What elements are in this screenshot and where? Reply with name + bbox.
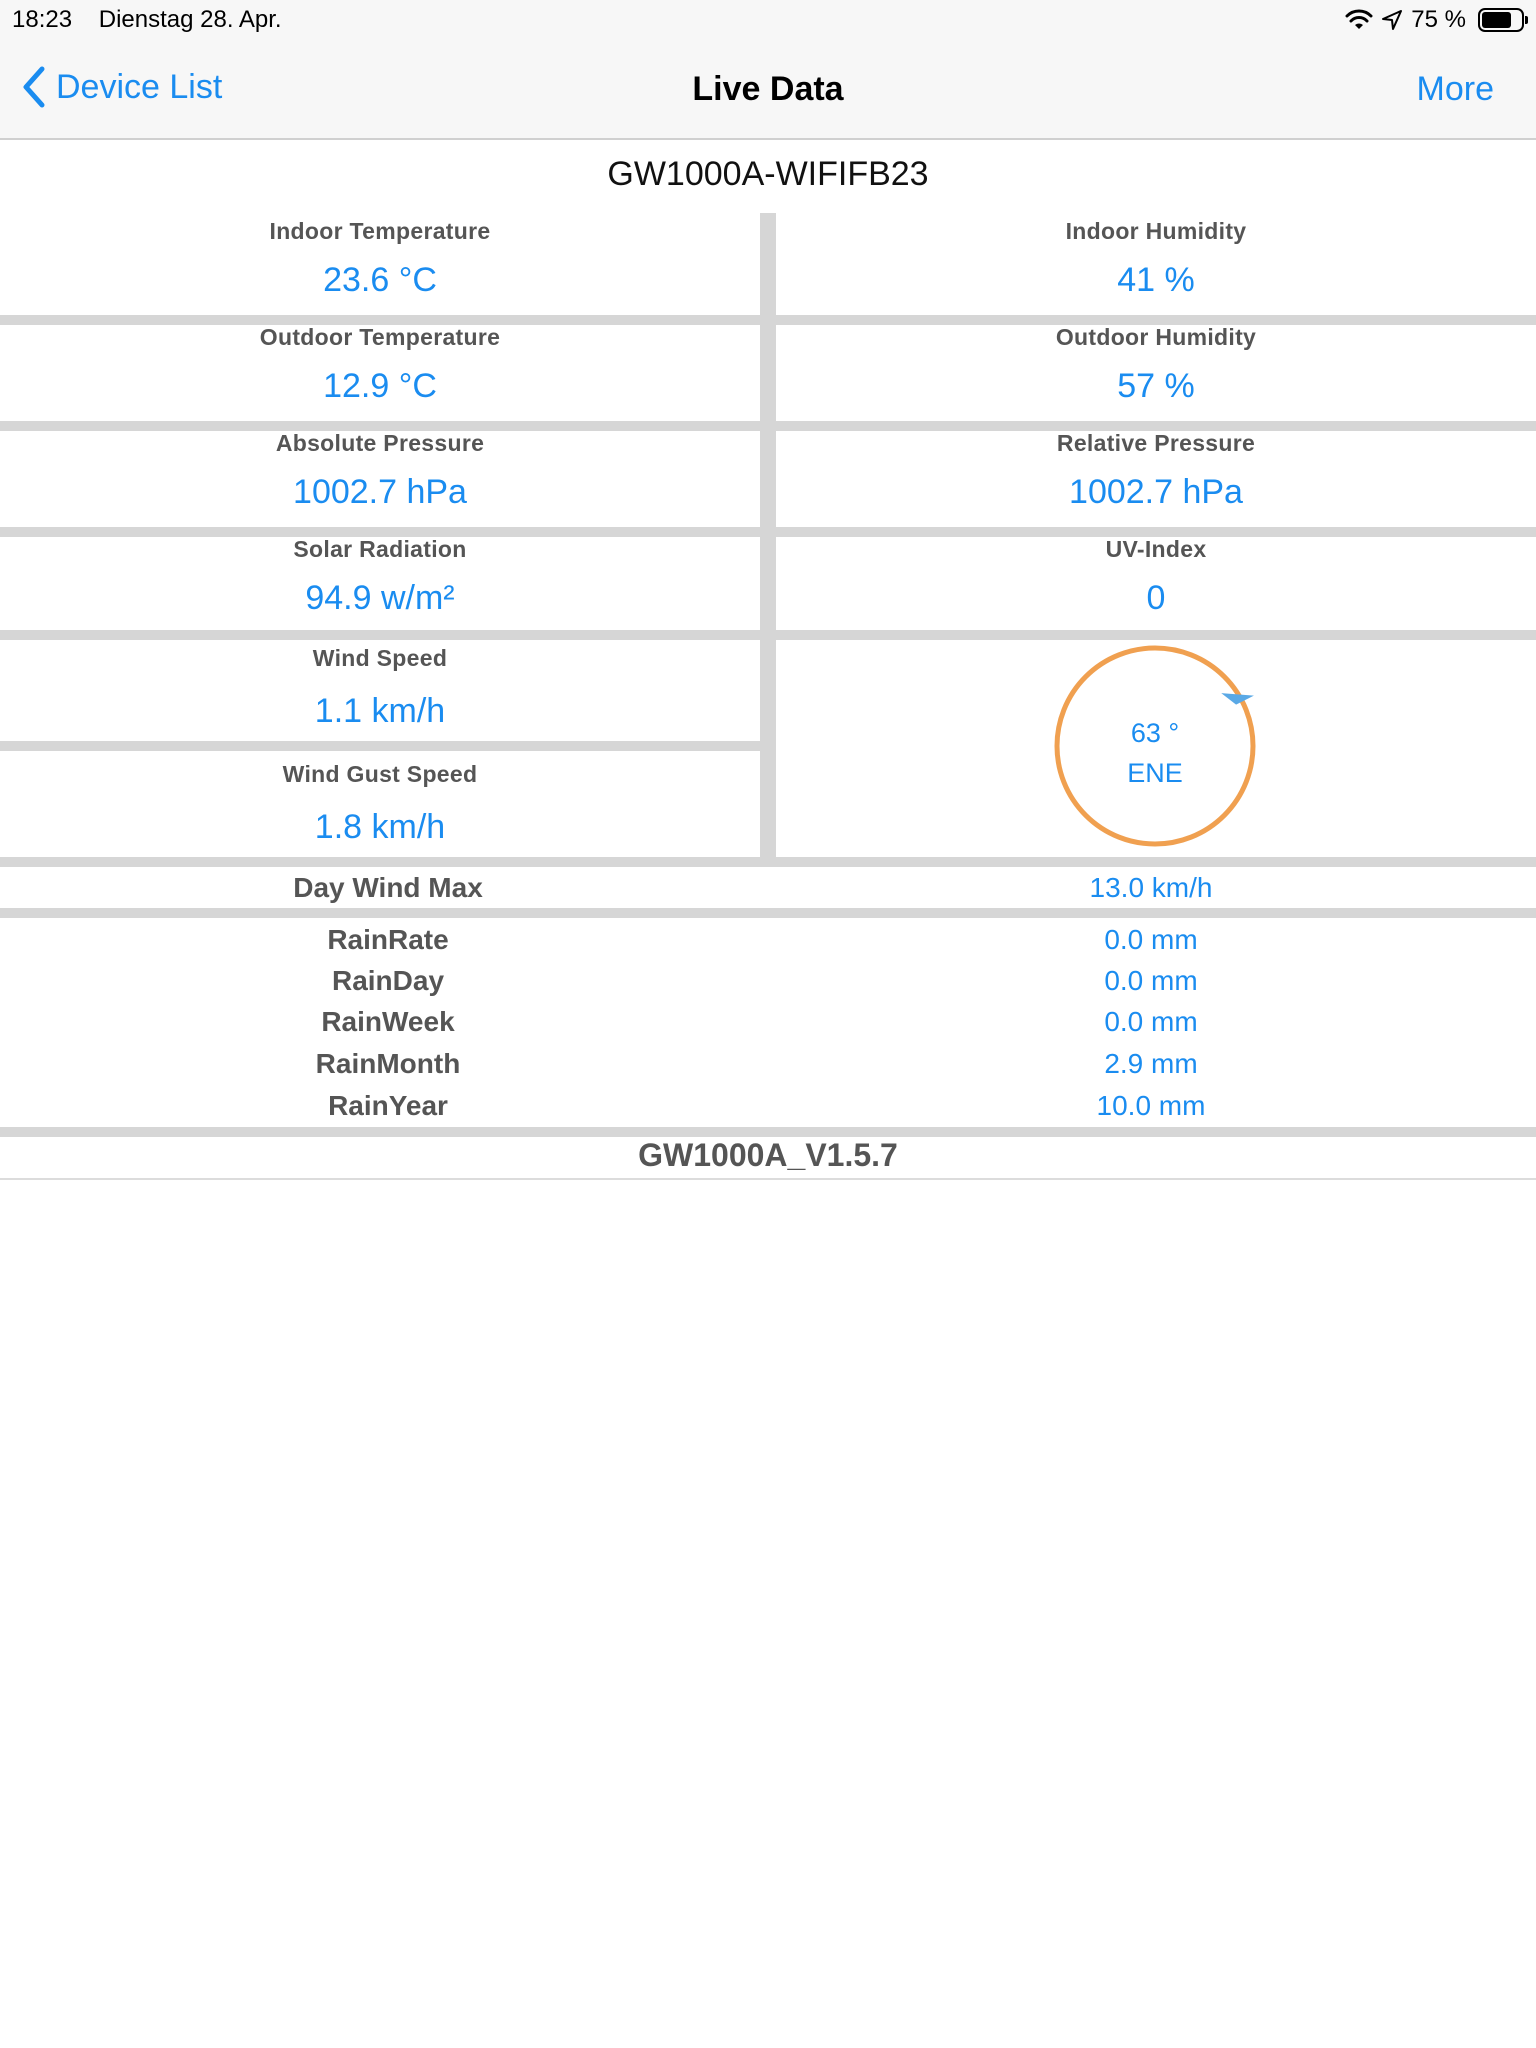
divider-bottom [0, 1178, 1536, 1180]
absolute-pressure-label: Absolute Pressure [275, 430, 485, 456]
rain-day-label: RainDay [331, 965, 445, 996]
indoor-humidity-value: 41 % [1117, 261, 1195, 299]
uv-index-label: UV-Index [1105, 536, 1207, 562]
outdoor-humidity-label: Outdoor Humidity [1055, 324, 1257, 350]
wind-direction-cardinal: ENE [1127, 758, 1183, 788]
battery-percent: 75 % [1411, 6, 1466, 33]
status-right [1345, 6, 1524, 34]
wind-speed-cell [0, 645, 760, 731]
divider-horizontal [0, 857, 1536, 867]
absolute-pressure-cell [0, 430, 760, 512]
divider-vertical [760, 537, 776, 630]
indoor-humidity-label: Indoor Humidity [1065, 218, 1247, 244]
device-name: GW1000A-WIFIFB23 [607, 155, 929, 193]
wind-gust-label: Wind Gust Speed [282, 761, 478, 787]
divider-horizontal [0, 908, 1536, 918]
rain-day-value: 0.0 mm [1104, 965, 1198, 996]
rain-rate-value: 0.0 mm [1104, 924, 1198, 955]
outdoor-humidity-value: 57 % [1117, 367, 1195, 405]
divider-horizontal [0, 741, 760, 751]
indoor-temperature-value: 23.6 °C [323, 261, 437, 299]
status-bar [0, 0, 1536, 40]
wind-speed-value: 1.1 km/h [314, 692, 446, 730]
status-date: Dienstag 28. Apr. [98, 6, 282, 33]
compass-readout [1052, 713, 1258, 793]
wind-speed-label: Wind Speed [312, 645, 448, 671]
location-arrow-icon [1381, 9, 1403, 31]
battery-fill [1482, 12, 1511, 28]
uv-index-cell [776, 536, 1536, 618]
divider-vertical [760, 640, 776, 857]
wind-gust-cell [0, 761, 760, 847]
wind-compass [1052, 643, 1258, 849]
day-wind-max-label: Day Wind Max [293, 872, 483, 903]
rain-year-value: 10.0 mm [1096, 1090, 1206, 1121]
status-time: 18:23 [12, 6, 73, 33]
wind-gust-value: 1.8 km/h [314, 808, 446, 846]
day-wind-max-value: 13.0 km/h [1089, 872, 1213, 903]
rain-week-value: 0.0 mm [1104, 1006, 1198, 1037]
outdoor-temperature-label: Outdoor Temperature [259, 324, 501, 350]
divider-vertical [760, 431, 776, 527]
divider-horizontal [0, 630, 1536, 640]
outdoor-temperature-cell [0, 324, 760, 406]
outdoor-humidity-cell [776, 324, 1536, 406]
battery-icon [1478, 8, 1524, 32]
rain-month-value: 2.9 mm [1104, 1048, 1198, 1079]
wind-direction-degrees: 63 ° [1130, 718, 1180, 748]
absolute-pressure-value: 1002.7 hPa [293, 473, 467, 511]
divider-vertical [760, 325, 776, 421]
rain-week-label: RainWeek [321, 1006, 455, 1037]
uv-index-value: 0 [1146, 579, 1166, 617]
rain-year-label: RainYear [328, 1090, 448, 1121]
relative-pressure-label: Relative Pressure [1056, 430, 1256, 456]
divider-horizontal [0, 1127, 1536, 1137]
nav-bar [0, 40, 1536, 140]
more-button[interactable]: More [1416, 70, 1494, 108]
rain-rate-label: RainRate [327, 924, 449, 955]
firmware-version: GW1000A_V1.5.7 [638, 1137, 898, 1173]
relative-pressure-cell [776, 430, 1536, 512]
back-button-label: Device List [56, 67, 223, 106]
wind-direction-pointer-icon [1221, 680, 1254, 708]
status-left [12, 6, 282, 34]
indoor-temperature-label: Indoor Temperature [269, 218, 491, 244]
solar-radiation-cell [0, 536, 760, 618]
solar-radiation-label: Solar Radiation [293, 536, 467, 562]
wind-direction-arrow-icon [1221, 680, 1254, 708]
outdoor-temperature-value: 12.9 °C [323, 367, 437, 405]
solar-radiation-value: 94.9 w/m² [305, 579, 455, 617]
rain-month-label: RainMonth [315, 1048, 461, 1079]
wifi-icon [1345, 9, 1373, 31]
indoor-temperature-cell [0, 218, 760, 300]
page-title: Live Data [692, 70, 844, 108]
indoor-humidity-cell [776, 218, 1536, 300]
divider-vertical [760, 213, 776, 315]
relative-pressure-value: 1002.7 hPa [1069, 473, 1243, 511]
